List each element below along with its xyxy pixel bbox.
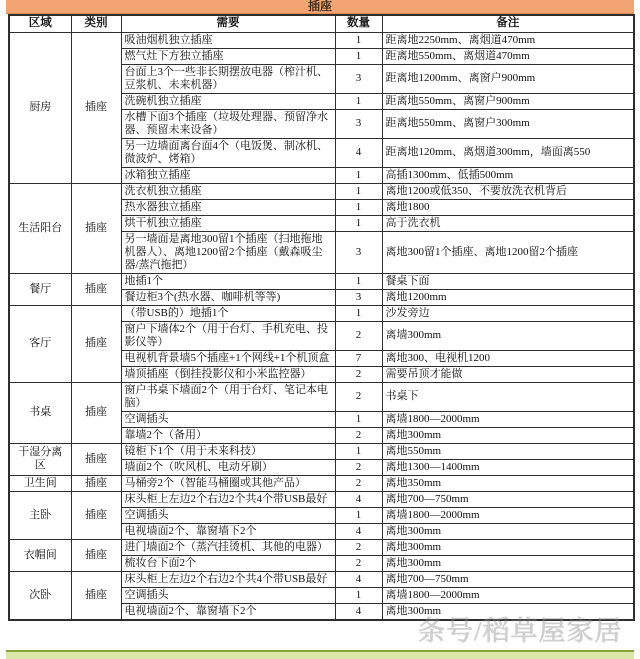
- qty-cell: 1: [335, 443, 382, 459]
- qty-cell: 1: [335, 93, 382, 109]
- qty-cell: 1: [335, 305, 382, 321]
- note-cell: 离地1800: [382, 199, 634, 215]
- qty-cell: 1: [335, 48, 382, 64]
- qty-cell: 2: [335, 321, 382, 350]
- need-cell: 床头柜上左边2个右边2个共4个带USB最好: [121, 491, 335, 507]
- table-row: [9, 382, 634, 411]
- qty-cell: 4: [335, 491, 382, 507]
- qty-cell: 4: [335, 138, 382, 167]
- area-cell: 次卧: [9, 571, 71, 620]
- need-cell: 梳妆台下面2个: [121, 555, 335, 571]
- note-cell: 离地300mm: [382, 603, 634, 620]
- table-row: [9, 183, 634, 199]
- qty-cell: 1: [335, 32, 382, 48]
- area-cell: 干湿分离区: [9, 443, 71, 475]
- need-cell: 另一墙面是离地300留1个插座（扫地拖地机器人）、离地1200留2个插座（戴森吸尘器/蒸汽拖把）: [121, 231, 335, 273]
- col-header-qty: 数量: [335, 15, 382, 32]
- qty-cell: 4: [335, 571, 382, 587]
- note-cell: 离地550mm: [382, 443, 634, 459]
- category-cell: 插座: [71, 382, 121, 443]
- table-row: [9, 273, 634, 289]
- note-cell: 离地300、电视机1200: [382, 350, 634, 366]
- qty-cell: 1: [335, 183, 382, 199]
- area-cell: 卫生间: [9, 475, 71, 491]
- qty-cell: 2: [335, 382, 382, 411]
- qty-cell: 1: [335, 199, 382, 215]
- qty-cell: 2: [335, 427, 382, 443]
- area-cell: 书桌: [9, 382, 71, 443]
- area-cell: 餐厅: [9, 273, 71, 305]
- need-cell: 电视墙面2个、靠窗墙下2个: [121, 603, 335, 620]
- note-cell: 离地700—750mm: [382, 491, 634, 507]
- table-row: [9, 305, 634, 321]
- qty-cell: 2: [335, 475, 382, 491]
- area-cell: 主卧: [9, 491, 71, 539]
- note-cell: 距离地2250mm、离烟道470mm: [382, 32, 634, 48]
- need-cell: 水槽下面3个插座（垃圾处理器、预留净水器、预留未来设备）: [121, 109, 335, 138]
- note-cell: 离地300mm: [382, 523, 634, 539]
- note-cell: 离地1300—1400mm: [382, 459, 634, 475]
- need-cell: 餐边柜3个(热水器、咖啡机等等): [121, 289, 335, 305]
- note-cell: 离地1200或低350、不要放洗衣机背后: [382, 183, 634, 199]
- note-cell: 餐桌下面: [382, 273, 634, 289]
- area-cell: 衣帽间: [9, 539, 71, 571]
- need-cell: 墙顶插座（倒挂投影仪和小米监控器）: [121, 366, 335, 382]
- note-cell: 离地300mm: [382, 427, 634, 443]
- bottom-section-band: [6, 650, 634, 659]
- need-cell: 床头柜上左边2个右边2个共4个带USB最好: [121, 571, 335, 587]
- qty-cell: 1: [335, 273, 382, 289]
- need-cell: 靠墙2个（备用）: [121, 427, 335, 443]
- category-cell: 插座: [71, 539, 121, 571]
- note-cell: 离地350mm: [382, 475, 634, 491]
- note-cell: 距离地550mm、离窗户900mm: [382, 93, 634, 109]
- category-cell: 插座: [71, 571, 121, 620]
- need-cell: 冰箱独立插座: [121, 167, 335, 183]
- qty-cell: 1: [335, 411, 382, 427]
- note-cell: 需要吊顶才能做: [382, 366, 634, 382]
- note-cell: 距离地120mm、离烟道300mm，墙面离550: [382, 138, 634, 167]
- need-cell: 镜柜下1个（用于未来科技）: [121, 443, 335, 459]
- note-cell: 高于洗衣机: [382, 215, 634, 231]
- area-cell: 生活阳台: [9, 183, 71, 273]
- note-cell: 离地300mm: [382, 555, 634, 571]
- qty-cell: 3: [335, 109, 382, 138]
- col-header-note: 备注: [382, 15, 634, 32]
- category-cell: 插座: [71, 32, 121, 183]
- qty-cell: 1: [335, 507, 382, 523]
- need-cell: 燃气灶下方独立插座: [121, 48, 335, 64]
- need-cell: 空调插头: [121, 587, 335, 603]
- table-row: [9, 539, 634, 555]
- need-cell: 空调插头: [121, 507, 335, 523]
- table-row: [9, 443, 634, 459]
- note-cell: 距离地550mm、离烟道470mm: [382, 48, 634, 64]
- watermark: 条号/稻草屋家居: [418, 616, 623, 646]
- qty-cell: 3: [335, 231, 382, 273]
- need-cell: 热水器独立插座: [121, 199, 335, 215]
- note-cell: 距离地1200mm、离窗户900mm: [382, 64, 634, 93]
- need-cell: 地插1个: [121, 273, 335, 289]
- category-cell: 插座: [71, 273, 121, 305]
- note-cell: 离墙1800—2000mm: [382, 587, 634, 603]
- qty-cell: 2: [335, 459, 382, 475]
- need-cell: 窗户书桌下墙面2个（用于台灯、笔记本电脑）: [121, 382, 335, 411]
- note-cell: 离墙300mm: [382, 321, 634, 350]
- category-cell: 插座: [71, 183, 121, 273]
- table-title-banner: 插座: [6, 0, 634, 14]
- outlet-table: [8, 14, 635, 621]
- table-row: [9, 491, 634, 507]
- note-cell: 离地300留1个插座、离地1200留2个插座: [382, 231, 634, 273]
- note-cell: 沙发旁边: [382, 305, 634, 321]
- need-cell: 洗衣机独立插座: [121, 183, 335, 199]
- need-cell: 空调插头: [121, 411, 335, 427]
- outlet-table-body: [9, 32, 634, 620]
- table-row: [9, 475, 634, 491]
- need-cell: 另一边墙面离台面4个（电饭煲、制冰机、微波炉、烤箱）: [121, 138, 335, 167]
- qty-cell: 1: [335, 167, 382, 183]
- category-cell: 插座: [71, 305, 121, 382]
- area-cell: 客厅: [9, 305, 71, 382]
- note-cell: 离墙1800—2000mm: [382, 411, 634, 427]
- need-cell: 马桶旁2个（智能马桶圈或其他产品）: [121, 475, 335, 491]
- note-cell: 离地300mm: [382, 539, 634, 555]
- qty-cell: 1: [335, 587, 382, 603]
- need-cell: 电视机背景墙5个插座+1个网线+1个机顶盒: [121, 350, 335, 366]
- need-cell: 进门墙面2个（蒸汽挂烫机、其他的电器）: [121, 539, 335, 555]
- col-header-area: 区域: [9, 15, 71, 32]
- note-cell: 离地700—750mm: [382, 571, 634, 587]
- table-row: [9, 32, 634, 48]
- category-cell: 插座: [71, 443, 121, 475]
- need-cell: 台面上3个一些非长期摆放电器（榨汁机、豆浆机、未来机器）: [121, 64, 335, 93]
- need-cell: （带USB的）地插1个: [121, 305, 335, 321]
- note-cell: 距离地550mm、离窗户300mm: [382, 109, 634, 138]
- category-cell: 插座: [71, 491, 121, 539]
- need-cell: 窗户下墙体2个（用于台灯、手机充电、投影仪等）: [121, 321, 335, 350]
- col-header-category: 类别: [71, 15, 121, 32]
- table-row: [9, 571, 634, 587]
- qty-cell: 1: [335, 215, 382, 231]
- category-cell: 插座: [71, 475, 121, 491]
- qty-cell: 3: [335, 289, 382, 305]
- note-cell: 书桌下: [382, 382, 634, 411]
- need-cell: 电视墙面2个、靠窗墙下2个: [121, 523, 335, 539]
- qty-cell: 2: [335, 539, 382, 555]
- note-cell: 高插1300mm、低插500mm: [382, 167, 634, 183]
- need-cell: 吸油烟机独立插座: [121, 32, 335, 48]
- qty-cell: 2: [335, 555, 382, 571]
- qty-cell: 7: [335, 350, 382, 366]
- need-cell: 烘干机独立插座: [121, 215, 335, 231]
- note-cell: 离墙1800—2000mm: [382, 507, 634, 523]
- header-row: [9, 15, 634, 32]
- qty-cell: 3: [335, 64, 382, 93]
- qty-cell: 2: [335, 366, 382, 382]
- qty-cell: 4: [335, 603, 382, 620]
- need-cell: 洗碗机独立插座: [121, 93, 335, 109]
- note-cell: 离地1200mm: [382, 289, 634, 305]
- qty-cell: 4: [335, 523, 382, 539]
- need-cell: 墙面2个（吹风机、电动牙刷）: [121, 459, 335, 475]
- col-header-need: 需要: [121, 15, 335, 32]
- area-cell: 厨房: [9, 32, 71, 183]
